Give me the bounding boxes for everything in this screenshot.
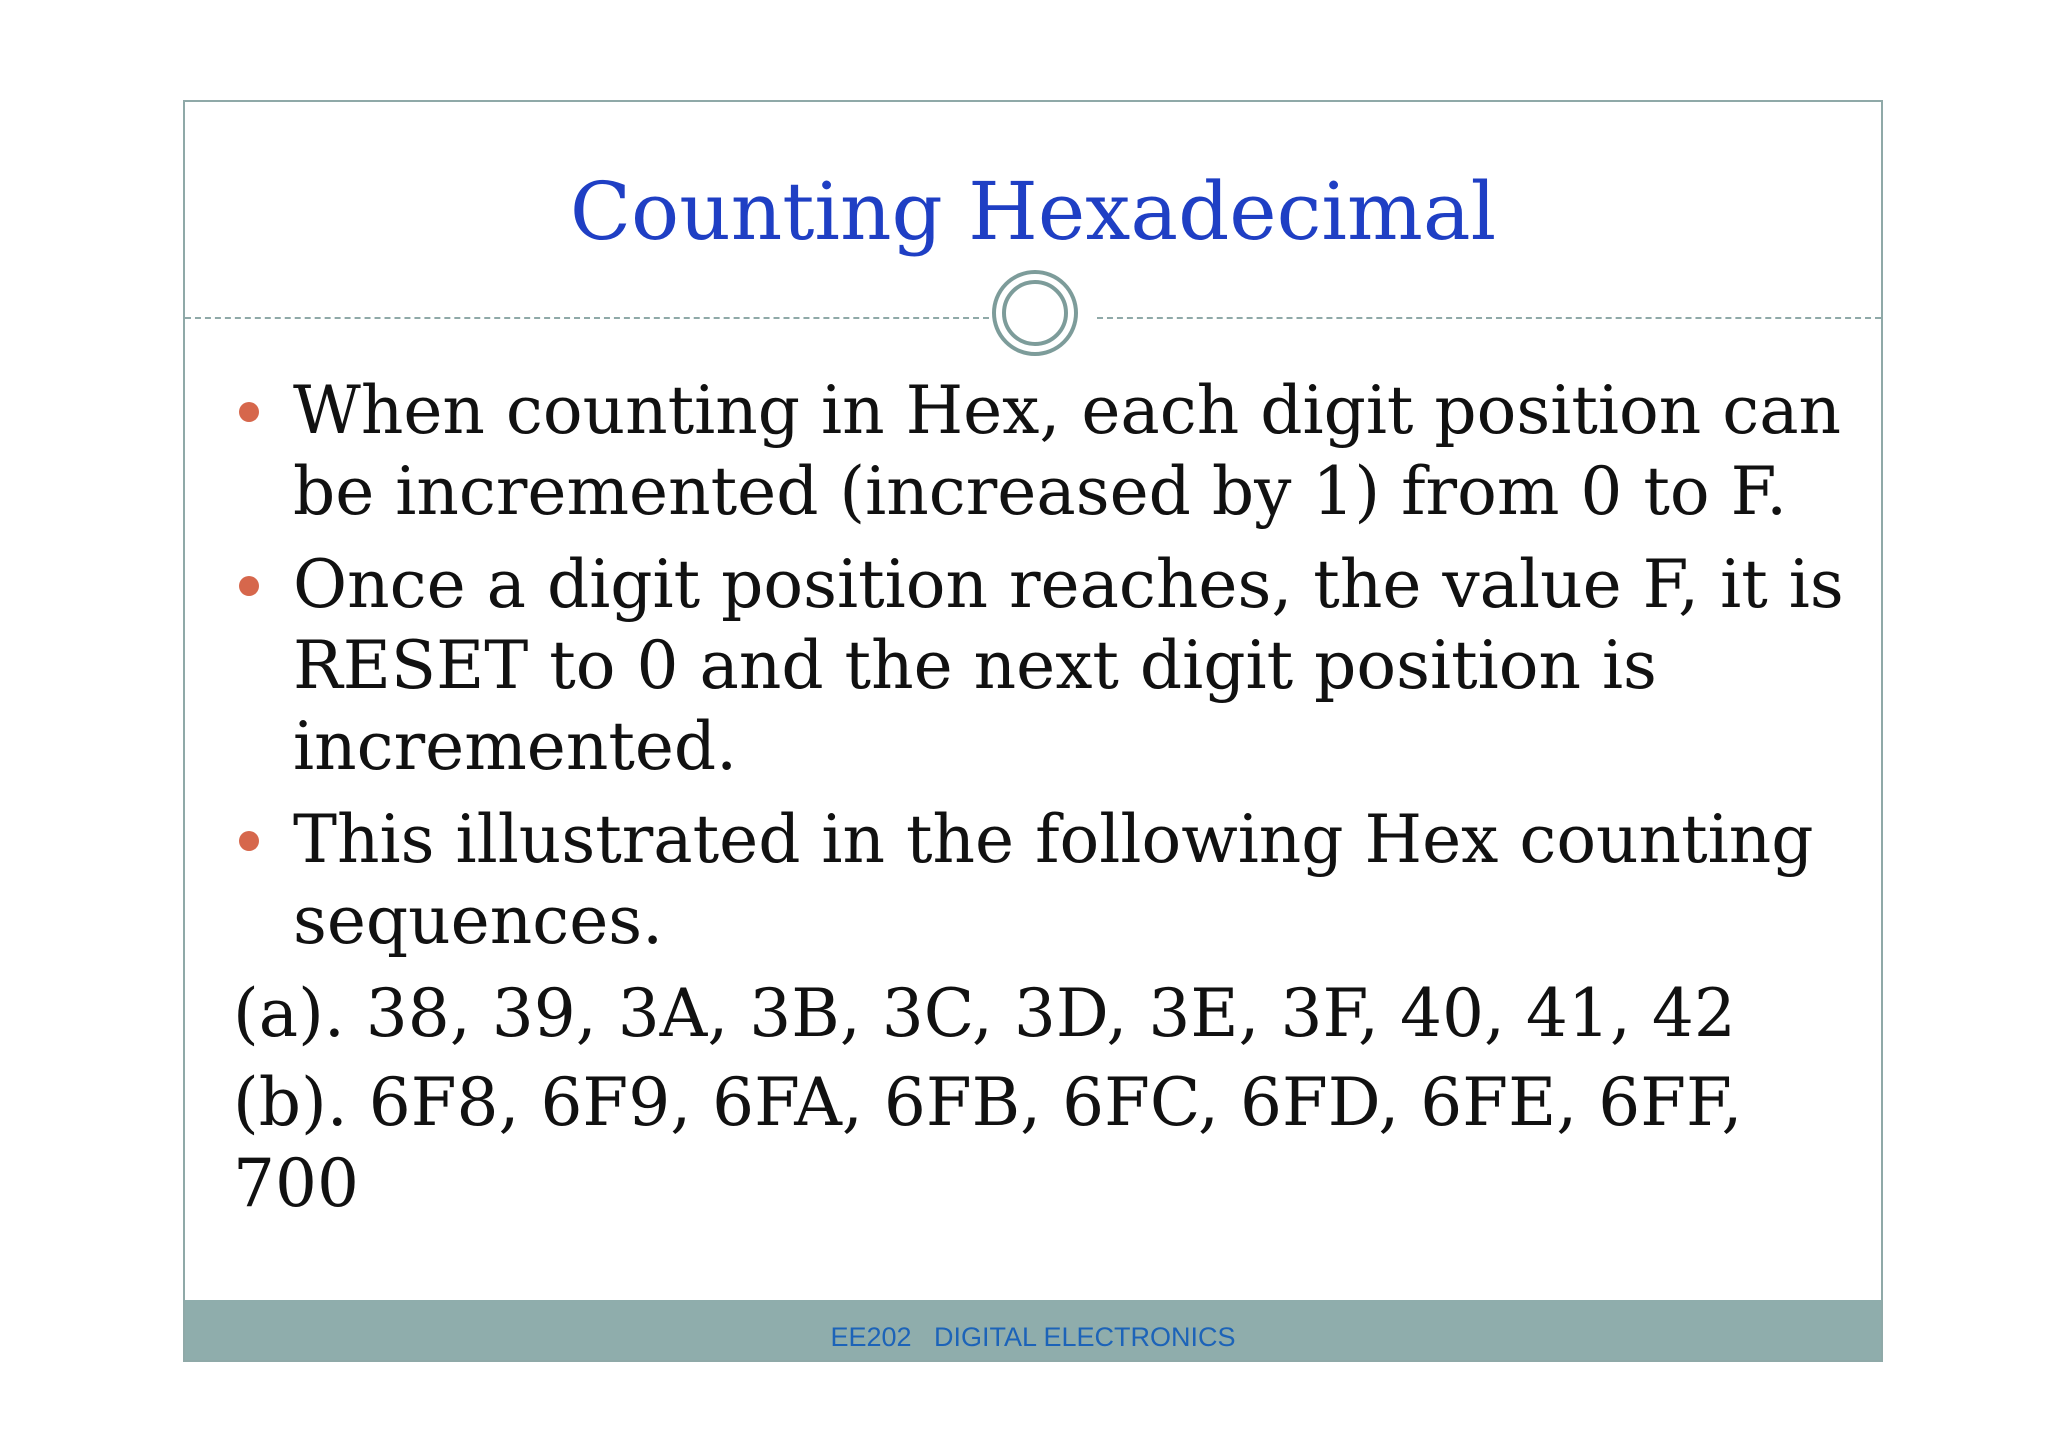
sequence-b: (b). 6F8, 6F9, 6FA, 6FB, 6FC, 6FD, 6FE, 6FF, 700 — [233, 1064, 1743, 1222]
slide — [183, 100, 1883, 1362]
bullet-text: When counting in Hex, each digit position can be incremented (increased by 1) from 0 to F. — [293, 372, 1842, 530]
bullet-item — [233, 370, 1853, 532]
slide-title: Counting Hexadecimal — [569, 165, 1497, 258]
title-divider-right — [1097, 317, 1881, 319]
slide-footer: EE202 DIGITAL ELECTRONICS — [185, 1300, 1881, 1360]
circle-ornament-icon — [992, 270, 1078, 356]
bullet-item — [233, 544, 1853, 787]
bullet-item — [233, 799, 1853, 961]
sequence-a: (a). 38, 39, 3A, 3B, 3C, 3D, 3E, 3F, 40, 41, 42 — [233, 975, 1736, 1052]
slide-body — [233, 370, 1853, 1232]
title-divider-left — [185, 317, 989, 319]
bullet-list — [233, 370, 1853, 961]
bullet-dot-icon — [239, 576, 259, 596]
bullet-text: Once a digit position reaches, the value F, it is RESET to 0 and the next digit position is incremented. — [293, 546, 1844, 785]
bullet-dot-icon — [239, 831, 259, 851]
bullet-text: This illustrated in the following Hex counting sequences. — [293, 801, 1814, 959]
bullet-dot-icon — [239, 402, 259, 422]
